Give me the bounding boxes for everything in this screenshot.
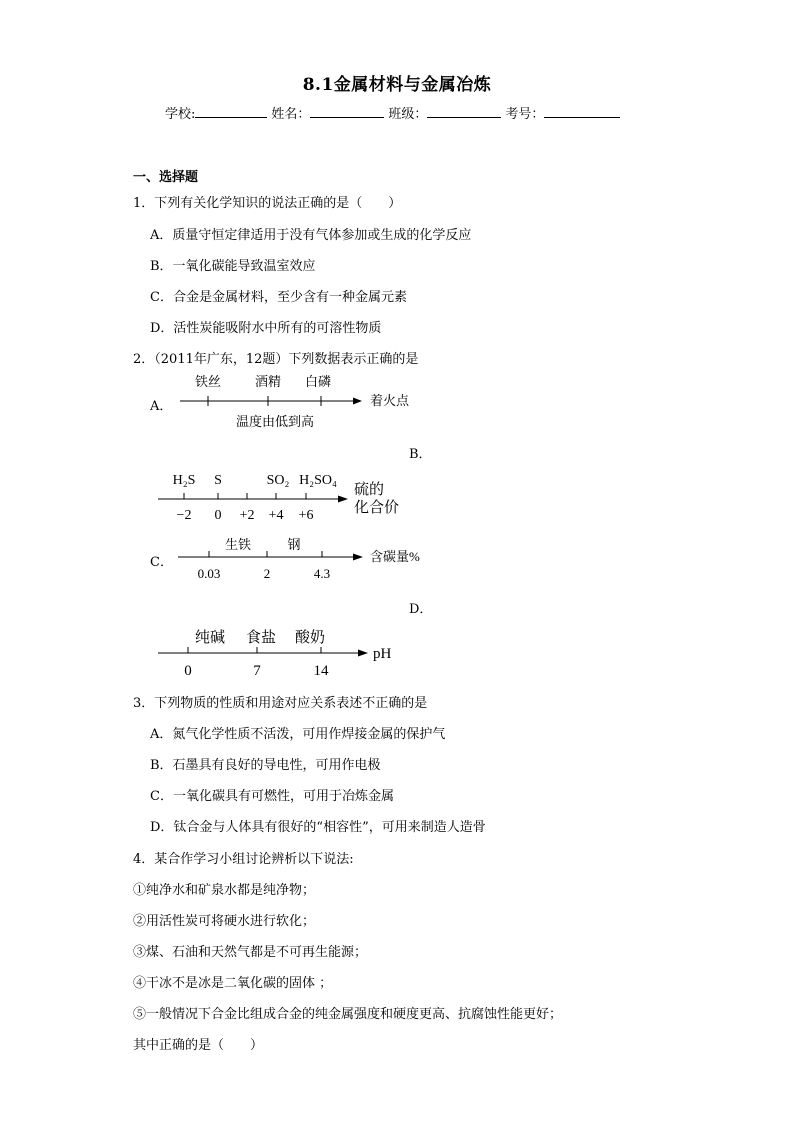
exam-no-label: 考号：	[505, 107, 545, 122]
tick-label: 7	[253, 663, 261, 679]
label-salt: 食盐	[245, 630, 277, 646]
axis-end-label: 着火点	[370, 393, 410, 408]
section-heading: 一、选择题	[133, 170, 199, 185]
q1-option-b[interactable]: B．一氧化碳能导致温室效应	[150, 259, 316, 274]
q2-option-b-label[interactable]: B．	[409, 447, 432, 462]
axis-end-label: pH	[373, 646, 392, 662]
label-steel: 钢	[287, 537, 301, 552]
tick-label: −2	[176, 508, 192, 523]
label-white-phosphorus: 白磷	[304, 374, 332, 389]
axis-end-label-2: 化合价	[354, 500, 400, 516]
q3-stem: 3．下列物质的性质和用途对应关系表述不正确的是	[133, 696, 428, 711]
tick-label: +2	[239, 508, 255, 523]
school-blank[interactable]	[195, 105, 267, 118]
label-alcohol: 酒精	[254, 374, 282, 389]
q3-option-c[interactable]: C．一氧化碳具有可燃性，可用于冶炼金属	[150, 789, 394, 804]
axis-arrow	[353, 398, 362, 405]
axis-end-label-1: 硫的	[354, 482, 385, 498]
q4-statement-4: ④干冰不是冰是二氧化碳的固体 ；	[133, 976, 333, 991]
tick-label: 2	[263, 566, 271, 581]
label-iron-wire: 铁丝	[194, 374, 222, 389]
label-pig-iron: 生铁	[224, 537, 252, 552]
class-blank[interactable]	[427, 105, 501, 118]
page-title: 8.1金属材料与金属冶炼	[302, 75, 492, 95]
tick-label: 4.3	[313, 566, 331, 581]
tick-label: +6	[298, 508, 314, 523]
q2-option-a-label[interactable]: A．	[150, 399, 173, 414]
tick-label: 0.03	[197, 566, 221, 581]
q1-option-d[interactable]: D．活性炭能吸附水中所有的可溶性物质	[150, 321, 382, 336]
q2-option-a-diagram	[170, 368, 430, 434]
q2-option-b-diagram	[150, 466, 420, 526]
school-label: 学校:	[165, 107, 196, 122]
q2-option-c-diagram	[170, 532, 440, 584]
axis-caption: 温度由低到高	[235, 414, 315, 429]
q4-statement-3: ③煤、石油和天然气都是不可再生能源；	[133, 945, 368, 960]
q3-option-b[interactable]: B．石墨具有良好的导电性，可用作电极	[150, 758, 381, 773]
axis-arrow	[353, 554, 363, 561]
class-label: 班级：	[388, 107, 428, 122]
exam-no-blank[interactable]	[544, 105, 620, 118]
student-info-line	[165, 103, 624, 122]
q2-stem: 2．（2011年广东，12题）下列数据表示正确的是	[133, 352, 419, 367]
name-label: 姓名：	[271, 107, 311, 122]
q1-option-c[interactable]: C．合金是金属材料，至少含有一种金属元素	[150, 290, 407, 305]
q4-statement-5: ⑤一般情况下合金比组成合金的纯金属强度和硬度更高、抗腐蚀性能更好；	[133, 1007, 563, 1022]
q4-closing: 其中正确的是（ ）	[133, 1038, 264, 1053]
label-s: S	[214, 473, 222, 488]
q1-stem: 1．下列有关化学知识的说法正确的是（ ）	[133, 196, 402, 211]
q3-option-a[interactable]: A．氮气化学性质不活泼，可用作焊接金属的保护气	[150, 727, 446, 742]
label-so2: SO₂	[266, 473, 290, 488]
label-h2s: H₂S	[172, 473, 196, 488]
tick-label: 14	[313, 663, 329, 679]
label-yogurt: 酸奶	[294, 630, 326, 646]
q4-stem: 4．某合作学习小组讨论辨析以下说法:	[133, 852, 354, 867]
axis-end-label: 含碳量%	[370, 549, 420, 564]
q2-option-c-label[interactable]: C．	[150, 555, 173, 570]
q1-option-a[interactable]: A．质量守恒定律适用于没有气体参加或生成的化学反应	[150, 228, 472, 243]
q3-option-d[interactable]: D．钛合金与人体具有很好的“相容性”，可用来制造人造骨	[150, 820, 486, 835]
tick-label: +4	[268, 508, 284, 523]
q4-statement-1: ①纯净水和矿泉水都是纯净物；	[133, 883, 316, 898]
label-h2so4: H₂SO₄	[299, 473, 337, 488]
q4-statement-2: ②用活性炭可将硬水进行软化；	[133, 914, 316, 929]
label-soda-ash: 纯碱	[194, 630, 226, 646]
q2-option-d-diagram	[150, 622, 410, 682]
axis-arrow	[338, 496, 348, 503]
name-blank[interactable]	[310, 105, 384, 118]
axis-arrow	[358, 650, 368, 657]
tick-label: 0	[184, 663, 192, 679]
q2-option-d-label[interactable]: D．	[409, 602, 433, 617]
tick-label: 0	[214, 508, 222, 523]
